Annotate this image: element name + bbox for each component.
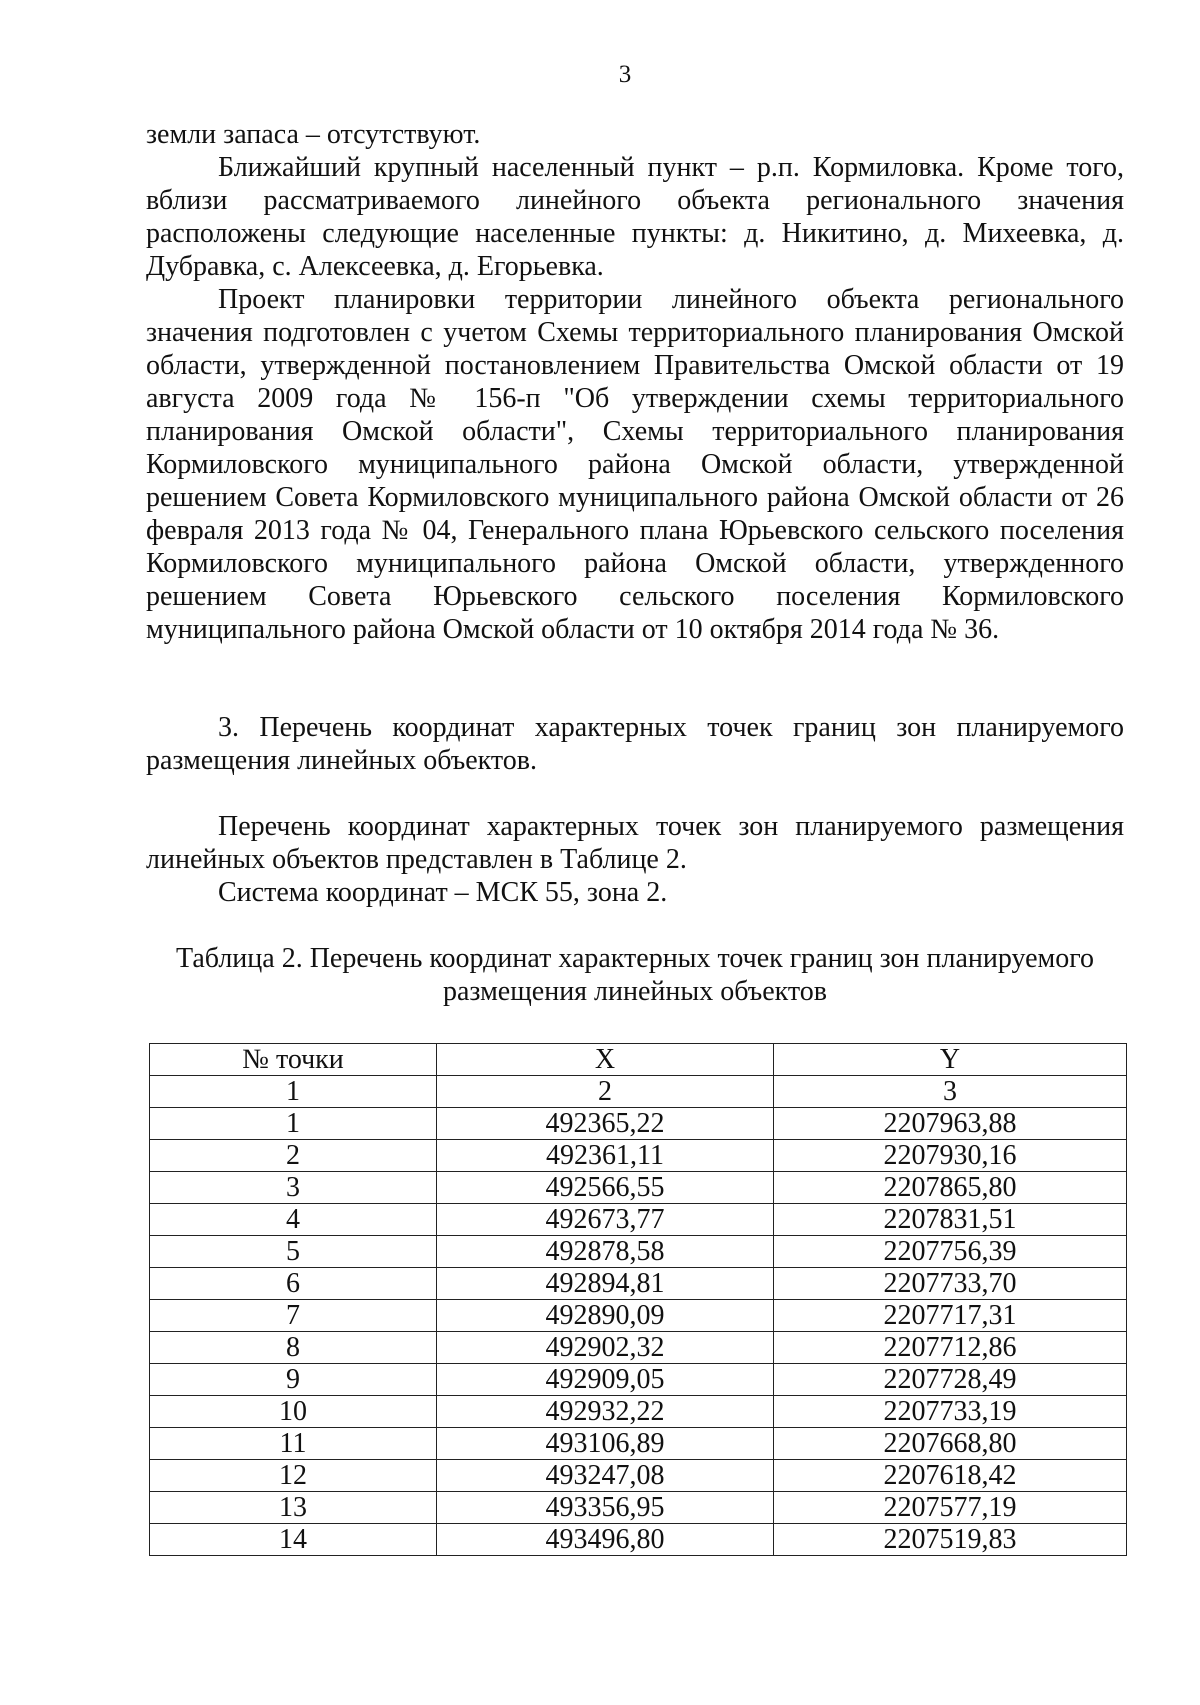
x-coordinate-cell: 492878,58 (437, 1236, 774, 1268)
y-coordinate-cell: 2207728,49 (774, 1364, 1127, 1396)
section-3-block (146, 711, 1124, 777)
table-body (150, 1108, 1127, 1556)
y-coordinate-cell: 2207733,70 (774, 1268, 1127, 1300)
table-header-row (150, 1044, 1127, 1076)
y-coordinate-cell: 2207865,80 (774, 1172, 1127, 1204)
table-row (150, 1108, 1127, 1140)
y-coordinate-cell: 2207519,83 (774, 1524, 1127, 1556)
x-coordinate-cell: 492673,77 (437, 1204, 774, 1236)
y-coordinate-cell: 2207756,39 (774, 1236, 1127, 1268)
table-row (150, 1172, 1127, 1204)
table-row (150, 1204, 1127, 1236)
x-coordinate-cell: 492365,22 (437, 1108, 774, 1140)
table-row (150, 1428, 1127, 1460)
x-coordinate-cell: 492902,32 (437, 1332, 774, 1364)
y-coordinate-cell: 2207963,88 (774, 1108, 1127, 1140)
x-coordinate-cell: 492909,05 (437, 1364, 774, 1396)
body-text-block (146, 118, 1124, 646)
point-number-cell: 10 (150, 1396, 437, 1428)
point-number-cell: 1 (150, 1108, 437, 1140)
header-x: X (437, 1044, 774, 1076)
x-coordinate-cell: 492894,81 (437, 1268, 774, 1300)
y-coordinate-cell: 2207668,80 (774, 1428, 1127, 1460)
x-coordinate-cell: 493106,89 (437, 1428, 774, 1460)
y-coordinate-cell: 2207717,31 (774, 1300, 1127, 1332)
point-number-cell: 6 (150, 1268, 437, 1300)
column-number-cell: 1 (150, 1076, 437, 1108)
coordinates-table (149, 1043, 1127, 1556)
column-number-cell: 2 (437, 1076, 774, 1108)
table-row (150, 1300, 1127, 1332)
x-coordinate-cell: 492566,55 (437, 1172, 774, 1204)
table-row (150, 1396, 1127, 1428)
x-coordinate-cell: 493356,95 (437, 1492, 774, 1524)
point-number-cell: 5 (150, 1236, 437, 1268)
point-number-cell: 11 (150, 1428, 437, 1460)
table-caption-line-1: Таблица 2. Перечень координат характерных точек границ зон планируемого (175, 943, 1095, 974)
table-row (150, 1332, 1127, 1364)
y-coordinate-cell: 2207577,19 (774, 1492, 1127, 1524)
header-y: Y (774, 1044, 1127, 1076)
section-3-text-block (146, 810, 1124, 909)
x-coordinate-cell: 492932,22 (437, 1396, 774, 1428)
point-number-cell: 14 (150, 1524, 437, 1556)
paragraph-table-reference: Перечень координат характерных точек зон планируемого размещения линейных объектов представлен в Таблице 2. (146, 811, 1124, 875)
page-number: 3 (618, 61, 632, 88)
x-coordinate-cell: 493247,08 (437, 1460, 774, 1492)
table-row (150, 1460, 1127, 1492)
x-coordinate-cell: 493496,80 (437, 1524, 774, 1556)
table-row (150, 1364, 1127, 1396)
y-coordinate-cell: 2207733,19 (774, 1396, 1127, 1428)
point-number-cell: 4 (150, 1204, 437, 1236)
table-column-numbers-row (150, 1076, 1127, 1108)
paragraph-reserve-lands: земли запаса – отсутствуют. (146, 119, 481, 150)
y-coordinate-cell: 2207712,86 (774, 1332, 1127, 1364)
point-number-cell: 9 (150, 1364, 437, 1396)
header-point-number: № точки (150, 1044, 437, 1076)
x-coordinate-cell: 492890,09 (437, 1300, 774, 1332)
y-coordinate-cell: 2207831,51 (774, 1204, 1127, 1236)
table-row (150, 1524, 1127, 1556)
point-number-cell: 7 (150, 1300, 437, 1332)
point-number-cell: 2 (150, 1140, 437, 1172)
section-heading: 3. Перечень координат характерных точек границ зон планируемого размещения линейных объектов. (146, 712, 1124, 776)
y-coordinate-cell: 2207618,42 (774, 1460, 1127, 1492)
table-row (150, 1268, 1127, 1300)
point-number-cell: 13 (150, 1492, 437, 1524)
paragraph-settlements: Ближайший крупный населенный пункт – р.п. Кормиловка. Кроме того, вблизи рассматриваемого линейного объекта регионального значения расположены следующие населенные пункты: д. Никитино, д. Михеевка, д. Дубравка, с. Алексеевка, д. Егорьевка. (146, 152, 1124, 282)
column-number-cell: 3 (774, 1076, 1127, 1108)
point-number-cell: 12 (150, 1460, 437, 1492)
y-coordinate-cell: 2207930,16 (774, 1140, 1127, 1172)
x-coordinate-cell: 492361,11 (437, 1140, 774, 1172)
table-row (150, 1140, 1127, 1172)
table-caption (146, 942, 1124, 1008)
table-header (150, 1044, 1127, 1108)
table-caption-line-2: размещения линейных объектов (442, 976, 827, 1007)
paragraph-coordinate-system: Система координат – МСК 55, зона 2. (218, 877, 668, 908)
table-row (150, 1236, 1127, 1268)
point-number-cell: 8 (150, 1332, 437, 1364)
paragraph-planning-basis: Проект планировки территории линейного объекта регионального значения подготовлен с учетом Схемы территориального планирования Омской области, утвержденной постановлением Правительства Омской области от 19 августа 2009 года № 156-п "Об утверждении схемы территориального планирования Омской области", Схемы территориального планирования Кормиловского муниципального района Омской области, утвержденной решением Совета Кормиловского муниципального района Омской области от 26 февраля 2013 года № 04, Генерального плана Юрьевского сельского поселения Кормиловского муниципального района Омской области, утвержденного решением Совета Юрьевского сельского поселения Кормиловского муниципального района Омской области от 10 октября 2014 года № 36. (146, 284, 1124, 645)
table-row (150, 1492, 1127, 1524)
point-number-cell: 3 (150, 1172, 437, 1204)
